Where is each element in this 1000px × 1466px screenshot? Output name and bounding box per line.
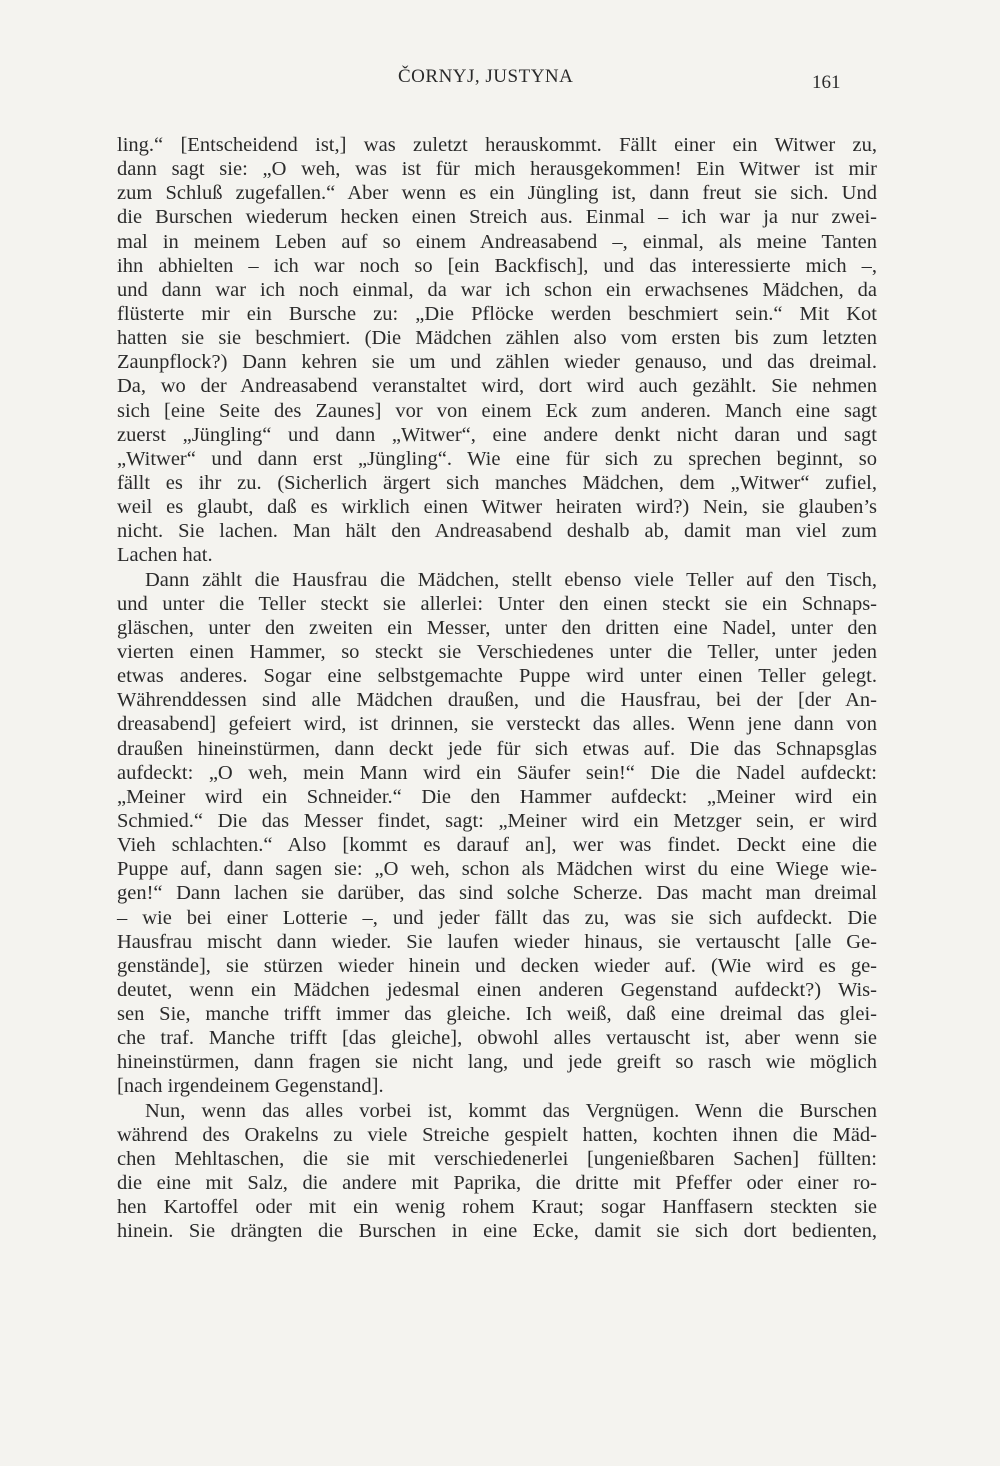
- text-line: Hausfrau mischt dann wieder. Sie laufen wieder hinaus, sie vertauscht [alle Ge-: [117, 930, 877, 953]
- body-text: [117, 133, 877, 1243]
- text-line: dann sagt sie: „O weh, was ist für mich herausgekommen! Ein Witwer ist mir: [117, 158, 877, 181]
- text-line: hen Kartoffel oder mit ein wenig rohem Kraut; sogar Hanffasern steckten sie: [117, 1196, 877, 1219]
- text-line: etwas anderes. Sogar eine selbstgemachte Puppe wird unter einen Teller gelegt.: [117, 665, 877, 688]
- text-line: vierten einen Hammer, so steckt sie Verschiedenes unter die Teller, unter jeden: [117, 640, 877, 663]
- text-line: che traf. Manche trifft [das gleiche], obwohl alles vertauscht ist, aber wenn sie: [117, 1027, 877, 1050]
- text-line: hatten sie sie beschmiert. (Die Mädchen zählen also vom ersten bis zum letzten: [117, 327, 877, 350]
- running-title: ČORNYJ, JUSTYNA: [398, 66, 574, 87]
- text-line: Währenddessen sind alle Mädchen draußen, und die Hausfrau, bei der [der An-: [117, 689, 877, 712]
- text-line: sen Sie, manche trifft immer das gleiche. Ich weiß, daß eine dreimal das glei-: [117, 1003, 877, 1026]
- text-line: zuerst „Jüngling“ und dann „Witwer“, eine andere denkt nicht daran und sagt: [117, 423, 877, 446]
- text-line: Nun, wenn das alles vorbei ist, kommt das Vergnügen. Wenn die Burschen: [145, 1099, 877, 1122]
- text-line: flüsterte mir ein Bursche zu: „Die Pflöcke werden beschmiert sein.“ Mit Kot: [117, 302, 877, 325]
- text-line: und unter die Teller steckt sie allerlei: Unter den einen steckt sie ein Schnaps-: [117, 592, 877, 615]
- text-line: – wie bei einer Lotterie –, und jeder fällt das zu, was sie sich aufdeckt. Die: [117, 906, 877, 929]
- text-line: hinein. Sie drängten die Burschen in eine Ecke, damit sie sich dort bedienten,: [117, 1220, 877, 1243]
- text-line: gläschen, unter den zweiten ein Messer, unter den dritten eine Nadel, unter den: [117, 616, 877, 639]
- text-line: hineinstürmen, dann fragen sie nicht lang, und jede greift so rasch wie möglich: [117, 1051, 877, 1074]
- text-line: dreasabend] gefeiert wird, ist drinnen, sie versteckt das alles. Wenn jene dann von: [117, 713, 877, 736]
- text-line: [nach irgendeinem Gegenstand].: [117, 1075, 384, 1098]
- text-line: und dann war ich noch einmal, da war ich schon ein erwachsenes Mädchen, da: [117, 278, 877, 301]
- text-line: nicht. Sie lachen. Man hält den Andreasabend deshalb ab, damit man viel zum: [117, 520, 877, 543]
- text-line: während des Orakelns zu viele Streiche gespielt hatten, kochten ihnen die Mäd-: [117, 1123, 877, 1146]
- text-line: „Witwer“ und dann erst „Jüngling“. Wie eine für sich zu sprechen beginnt, so: [117, 447, 877, 470]
- text-line: fällt es ihr zu. (Sicherlich ärgert sich manches Mädchen, dem „Witwer“ zufiel,: [117, 471, 877, 494]
- text-line: deutet, wenn ein Mädchen jedesmal einen anderen Gegenstand aufdeckt?) Wis-: [117, 978, 877, 1001]
- text-line: genstände], sie stürzen wieder hinein und decken wieder auf. (Wie wird es ge-: [117, 954, 877, 977]
- text-line: Zaunpflock?) Dann kehren sie um und zählen wieder genauso, und das dreimal.: [117, 351, 877, 374]
- text-line: aufdeckt: „O weh, mein Mann wird ein Säufer sein!“ Die die Nadel aufdeckt:: [117, 761, 877, 784]
- text-line: sich [eine Seite des Zaunes] vor von einem Eck zum anderen. Manch eine sagt: [117, 399, 877, 422]
- text-line: ling.“ [Entscheidend ist,] was zuletzt herauskommt. Fällt einer ein Witwer zu,: [117, 134, 877, 156]
- text-line: Schmied.“ Die das Messer findet, sagt: „Meiner wird ein Metzger sein, er wird: [117, 809, 877, 832]
- text-line: die eine mit Salz, die andere mit Paprika, die dritte mit Pfeffer oder einer ro-: [117, 1172, 877, 1195]
- text-line: zum Schluß zugefallen.“ Aber wenn es ein Jüngling ist, dann freut sie sich. Und: [117, 182, 877, 205]
- text-line: Da, wo der Andreasabend veranstaltet wird, dort wird auch gezählt. Sie nehmen: [117, 375, 877, 398]
- text-line: weil es glaubt, daß es wirklich einen Witwer heiraten wird?) Nein, sie glauben’s: [117, 496, 877, 519]
- text-line: Lachen hat.: [117, 544, 213, 567]
- text-line: ihn abhielten – ich war noch so [ein Backfisch], und das interessierte mich –,: [117, 254, 877, 277]
- text-line: draußen hineinstürmen, dann deckt jede für sich etwas auf. Die das Schnapsglas: [117, 737, 877, 760]
- text-line: „Meiner wird ein Schneider.“ Die den Hammer aufdeckt: „Meiner wird ein: [117, 785, 877, 808]
- text-line: gen!“ Dann lachen sie darüber, das sind solche Scherze. Das macht man dreimal: [117, 882, 877, 905]
- page-number: 161: [812, 72, 841, 93]
- text-line: Puppe auf, dann sagen sie: „O weh, schon als Mädchen wirst du eine Wiege wie-: [117, 858, 877, 881]
- running-header: [0, 64, 1000, 94]
- text-line: die Burschen wiederum hecken einen Streich aus. Einmal – ich war ja nur zwei-: [117, 206, 877, 229]
- text-line: chen Mehltaschen, die sie mit verschiedenerlei [ungenießbaren Sachen] füllten:: [117, 1147, 877, 1170]
- text-line: Dann zählt die Hausfrau die Mädchen, stellt ebenso viele Teller auf den Tisch,: [145, 568, 877, 591]
- text-line: mal in meinem Leben auf so einem Andreasabend –, einmal, als meine Tanten: [117, 230, 877, 253]
- text-line: Vieh schlachten.“ Also [kommt es darauf an], wer was findet. Deckt eine die: [117, 834, 877, 857]
